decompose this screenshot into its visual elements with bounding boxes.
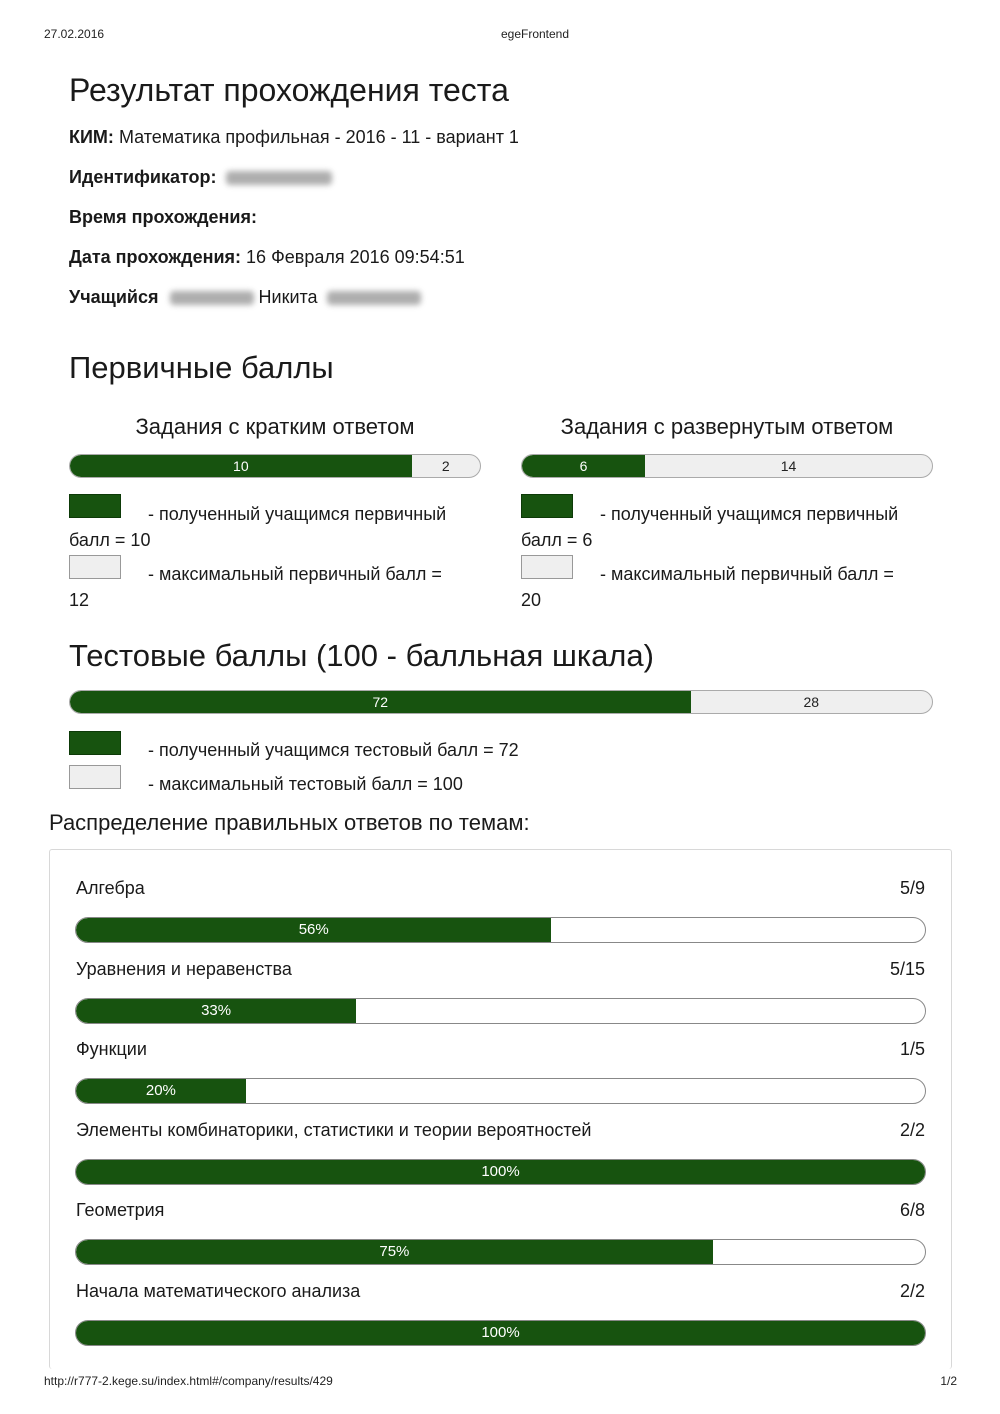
topic-count: 5/15 bbox=[889, 959, 925, 979]
topic-percent-label: 56% bbox=[298, 921, 329, 938]
long-answer-bar bbox=[521, 454, 933, 478]
long-answer-title: Задания с развернутым ответом bbox=[560, 414, 894, 439]
test-scores-heading: Тестовые баллы (100 - балльная шкала) bbox=[69, 638, 654, 673]
long-answer-remaining-label: 14 bbox=[780, 458, 797, 474]
legend-earned-swatch bbox=[69, 731, 121, 755]
topic-percent-label: 100% bbox=[481, 1324, 520, 1341]
test-legend-max: - максимальный тестовый балл = 100 bbox=[148, 774, 463, 794]
date-label: Дата прохождения: bbox=[69, 247, 242, 267]
kim-label: КИМ: bbox=[69, 127, 114, 147]
test-score-bar bbox=[69, 690, 933, 714]
time-row bbox=[69, 207, 257, 228]
topic-name: Уравнения и неравенства bbox=[76, 959, 292, 979]
test-legend-earned: - полученный учащимся тестовый балл = 72 bbox=[148, 740, 519, 760]
topic-count: 2/2 bbox=[899, 1281, 925, 1301]
test-score-remaining-label: 28 bbox=[803, 694, 820, 710]
date-row bbox=[69, 247, 465, 268]
student-first-name: Никита bbox=[258, 287, 318, 307]
topic-name: Функции bbox=[76, 1039, 147, 1059]
long-answer-earned-label: 6 bbox=[579, 458, 588, 474]
primary-scores-heading: Первичные баллы bbox=[69, 350, 334, 385]
short-answer-title: Задания с кратким ответом bbox=[135, 414, 415, 439]
student-surname-redacted bbox=[170, 291, 254, 305]
short-legend-max: - максимальный первичный балл = bbox=[148, 564, 442, 584]
legend-max-swatch bbox=[69, 555, 121, 579]
topics-heading: Распределение правильных ответов по темам: bbox=[49, 810, 530, 835]
topic-progress-bar bbox=[75, 1078, 926, 1104]
identifier-row bbox=[69, 167, 332, 188]
print-date: 27.02.2016 bbox=[44, 27, 105, 41]
short-legend-earned: - полученный учащимся первичный bbox=[148, 504, 447, 524]
time-label: Время прохождения: bbox=[69, 207, 257, 227]
topic-progress-bar bbox=[75, 1159, 926, 1185]
short-answer-bar bbox=[69, 454, 481, 478]
topic-percent-label: 33% bbox=[201, 1002, 232, 1019]
test-score-earned-label: 72 bbox=[372, 694, 389, 710]
topic-progress-bar bbox=[75, 917, 926, 943]
topic-count: 1/5 bbox=[899, 1039, 925, 1059]
long-legend-earned: - полученный учащимся первичный bbox=[600, 504, 899, 524]
legend-max-swatch bbox=[521, 555, 573, 579]
topic-name: Элементы комбинаторики, статистики и теории вероятностей bbox=[76, 1120, 592, 1140]
legend-earned-swatch bbox=[69, 494, 121, 518]
print-site-title: egeFrontend bbox=[500, 27, 570, 41]
identifier-label: Идентификатор: bbox=[69, 167, 217, 187]
long-legend-max: - максимальный первичный балл = bbox=[600, 564, 894, 584]
student-label: Учащийся bbox=[69, 287, 159, 307]
long-legend-max-cont: 20 bbox=[521, 590, 542, 610]
student-row bbox=[69, 287, 421, 308]
kim-value: Математика профильная - 2016 - 11 - вариант 1 bbox=[118, 127, 519, 147]
topic-progress-bar bbox=[75, 1320, 926, 1346]
topic-name: Начала математического анализа bbox=[76, 1281, 361, 1301]
topic-count: 6/8 bbox=[899, 1200, 925, 1220]
topic-percent-label: 75% bbox=[379, 1243, 410, 1260]
print-page-number: 1/2 bbox=[940, 1374, 957, 1388]
topic-progress-bar bbox=[75, 998, 926, 1024]
legend-earned-swatch bbox=[521, 494, 573, 518]
topic-progress-bar bbox=[75, 1239, 926, 1265]
long-legend-earned-cont: балл = 6 bbox=[521, 530, 593, 550]
topic-count: 5/9 bbox=[899, 878, 925, 898]
topic-percent-label: 20% bbox=[145, 1082, 176, 1099]
date-value: 16 Февраля 2016 09:54:51 bbox=[246, 247, 465, 267]
short-legend-earned-cont: балл = 10 bbox=[69, 530, 151, 550]
short-legend-max-cont: 12 bbox=[69, 590, 90, 610]
short-answer-remaining-label: 2 bbox=[441, 458, 450, 474]
topic-percent-label: 100% bbox=[481, 1163, 520, 1180]
print-url: http://r777-2.kege.su/index.html#/company/results/429 bbox=[44, 1374, 333, 1388]
topic-name: Алгебра bbox=[76, 878, 145, 898]
page-title: Результат прохождения теста bbox=[69, 72, 509, 108]
identifier-redacted bbox=[226, 171, 332, 185]
short-answer-earned-label: 10 bbox=[233, 458, 249, 474]
kim-row bbox=[69, 127, 519, 148]
topic-name: Геометрия bbox=[76, 1200, 165, 1220]
topic-count: 2/2 bbox=[899, 1120, 925, 1140]
legend-max-swatch bbox=[69, 765, 121, 789]
student-patronymic-redacted bbox=[327, 291, 421, 305]
